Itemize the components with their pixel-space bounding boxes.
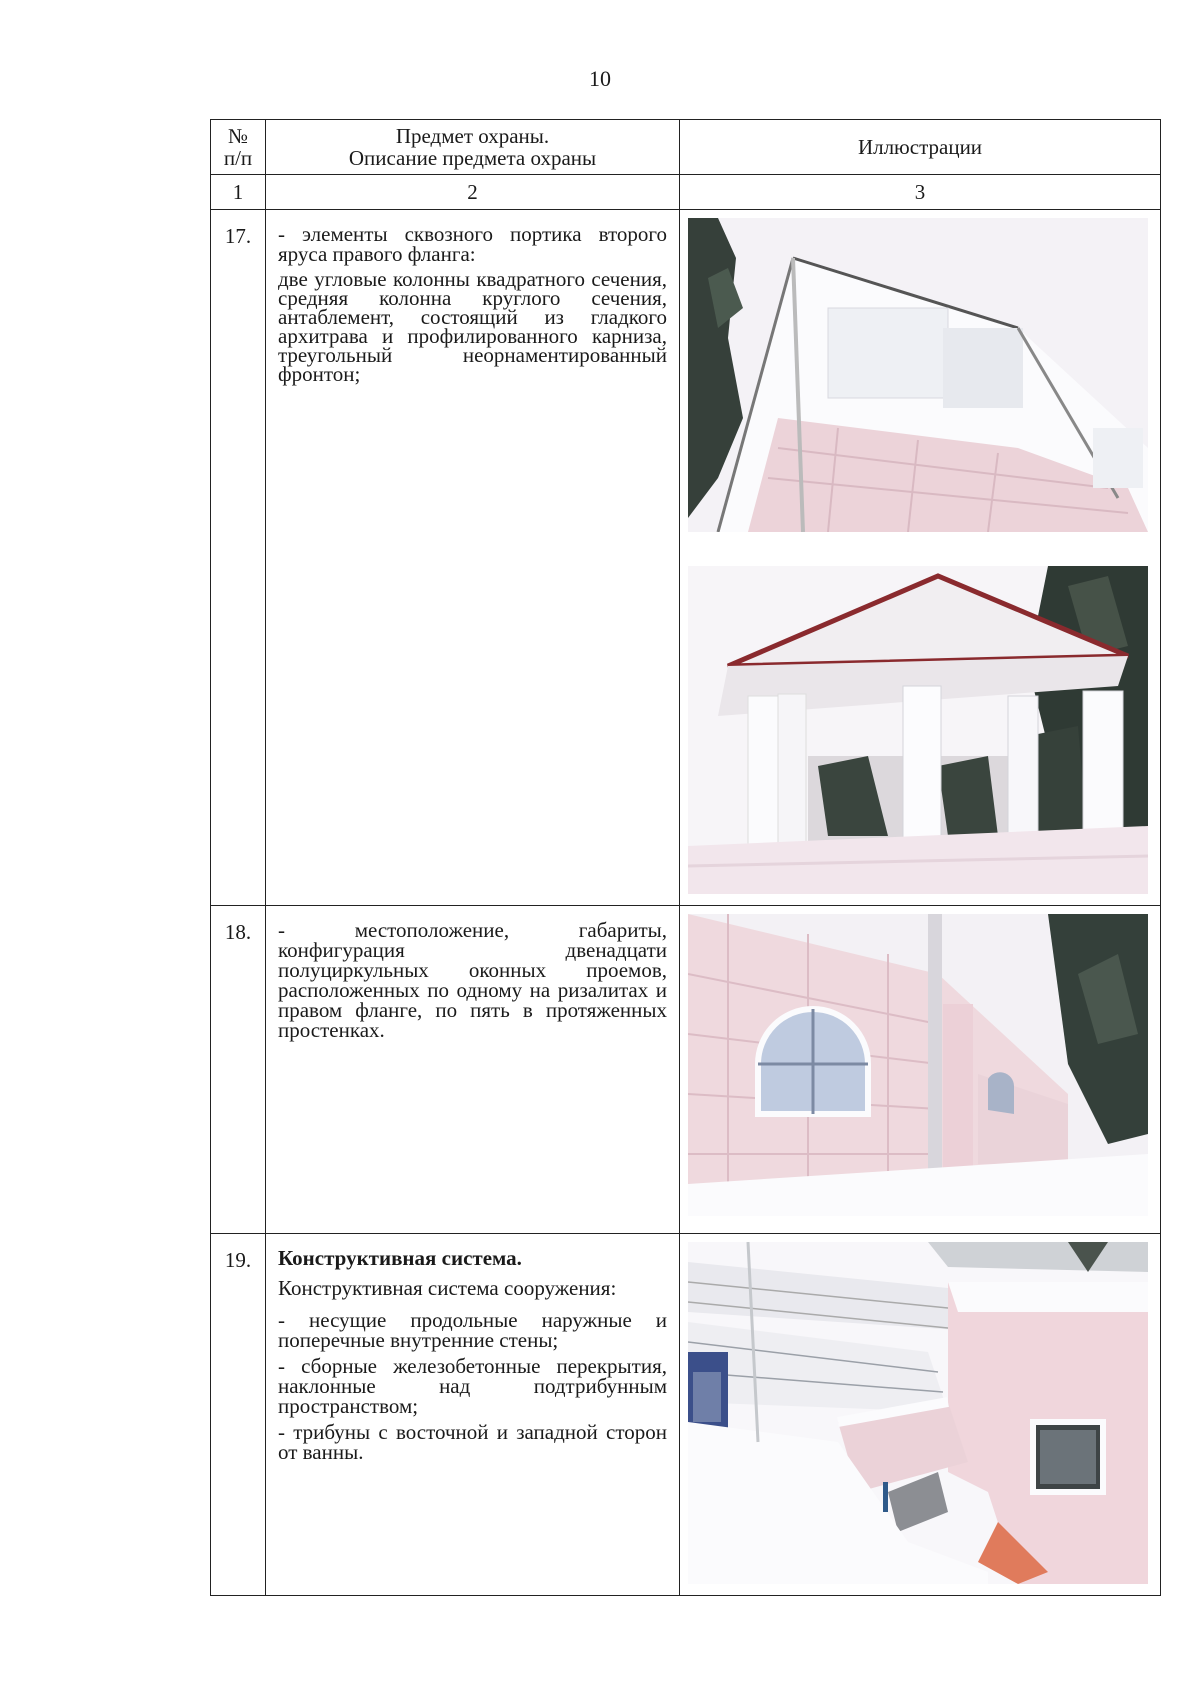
row-illustrations	[680, 906, 1161, 1234]
description-paragraph: - сборные железобетонные перекрытия, наклонные над подтрибунным пространством;	[278, 1354, 667, 1418]
description-title: Конструктивная система.	[278, 1246, 522, 1270]
row-illustrations	[680, 1234, 1161, 1596]
row-number: 19.	[211, 1234, 266, 1596]
header-number-line2: п/п	[223, 146, 253, 170]
photo-tribune-structure-image	[688, 1242, 1148, 1584]
photo-portico-columns	[688, 566, 1148, 894]
column-number-2: 2	[266, 175, 680, 210]
photo-tribune-structure	[688, 1242, 1148, 1584]
table-header-row	[211, 120, 1161, 175]
column-number-row	[211, 175, 1161, 210]
row-description	[266, 210, 680, 906]
description-paragraph: - местоположение, габариты, конфигурация двенадцати полуциркульных оконных проемов, расположенных по одному на ризалитах и правом фланге, по пять в протяженных простенках.	[278, 918, 667, 1042]
row-description	[266, 906, 680, 1234]
row-description	[266, 1234, 680, 1596]
description-paragraph: - трибуны с восточной и западной сторон от ванны.	[278, 1420, 667, 1464]
photo-arched-windows-image	[688, 914, 1148, 1216]
photo-portico-gable-image	[688, 218, 1148, 532]
photo-arched-windows	[688, 914, 1148, 1216]
header-subject	[266, 120, 680, 175]
protection-subject-table	[210, 119, 1161, 1596]
description-paragraph: - элементы сквозного портика второго яруса правого фланга:	[278, 222, 667, 266]
row-number: 17.	[211, 210, 266, 906]
table-row	[211, 906, 1161, 1234]
description-paragraph: Конструктивная система сооружения:	[278, 1276, 617, 1300]
row-illustrations	[680, 210, 1161, 906]
header-subject-line2: Описание предмета охраны	[348, 146, 597, 170]
column-number-1: 1	[211, 175, 266, 210]
page-number: 10	[589, 66, 611, 91]
column-number-3: 3	[680, 175, 1161, 210]
header-subject-line1: Предмет охраны.	[395, 124, 550, 148]
description-paragraph: две угловые колонны квадратного сечения, средняя колонна круглого сечения, антаблемент, состоящий из гладкого архитрава и профилированного карниза, треугольный неорнаментированный фронтон;	[278, 267, 667, 386]
description-paragraph: - несущие продольные наружные и поперечные внутренние стены;	[278, 1308, 667, 1352]
header-number	[211, 120, 266, 175]
header-illustrations: Иллюстрации	[680, 120, 1161, 175]
table-row	[211, 210, 1161, 906]
row-number: 18.	[211, 906, 266, 1234]
header-number-line1: №	[227, 124, 249, 148]
photo-portico-columns-image	[688, 566, 1148, 894]
photo-portico-gable	[688, 218, 1148, 532]
table-row	[211, 1234, 1161, 1596]
